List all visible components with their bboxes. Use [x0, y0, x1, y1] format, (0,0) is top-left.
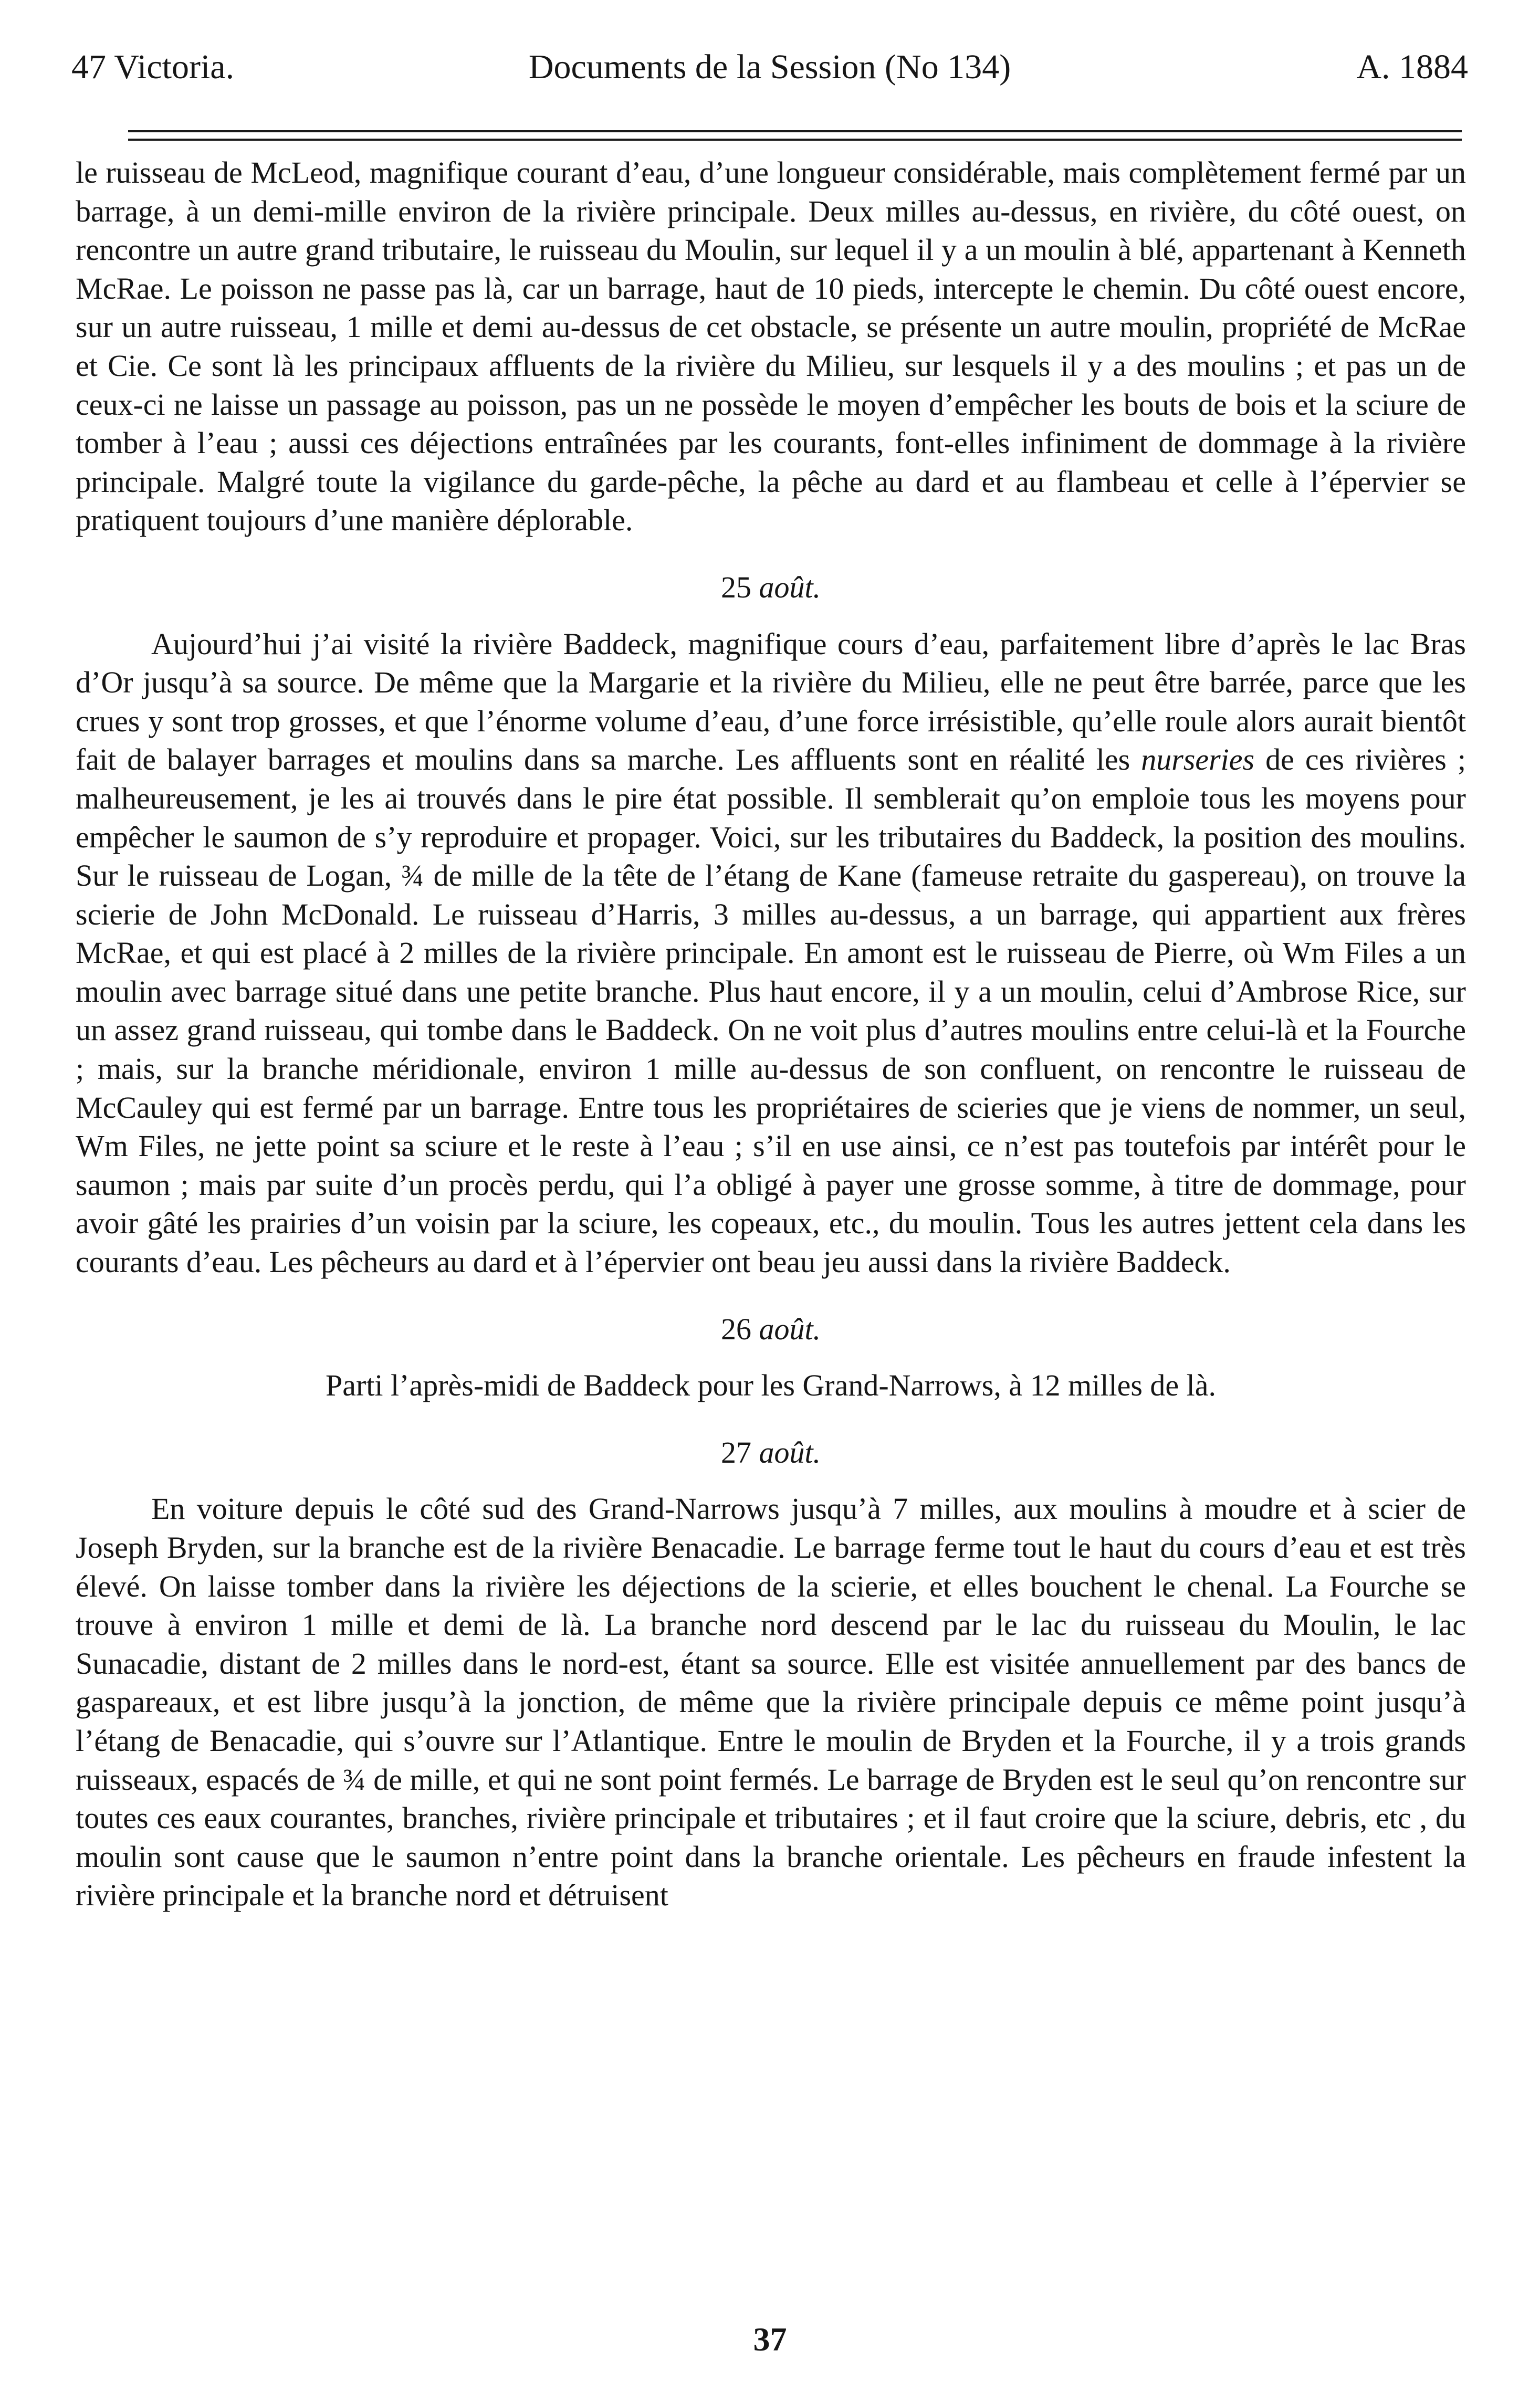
paragraph-baddeck [76, 625, 1466, 1282]
paragraph-mcleod: le ruisseau de McLeod, magnifique courant d’eau, d’une longueur considérable, mais complètement fermé par un barrage, à un demi-mille environ de la rivière principale. Deux milles au-dessus, en rivière, du côté ouest, on rencontre un autre grand tributaire, le ruisseau du Moulin, sur lequel il y a un moulin à blé, appartenant à Kenneth McRae. Le poisson ne passe pas là, car un barrage, haut de 10 pieds, intercepte le chemin. Du côté ouest encore, sur un autre ruisseau, 1 mille et demi au-dessus de cet obstacle, se présente un autre moulin, propriété de McRae et Cie. Ce sont là les principaux affluents de la rivière du Milieu, sur lesquels il y a des moulins ; et pas un de ceux-ci ne laisse un passage au poisson, pas un ne possède le moyen d’empêcher les bouts de bois et la sciure de tomber à l’eau ; aussi ces déjections entraînées par les courants, font-elles infiniment de dommage à la rivière principale. Malgré toute la vigilance du garde-pêche, la pêche au dard et au flambeau et celle à l’épervier se pratiquent toujours d’une manière déplorable. [76, 155, 1466, 538]
page-number: 37 [753, 2321, 787, 2358]
paragraph-benacadie: En voiture depuis le côté sud des Grand-Narrows jusqu’à 7 milles, aux moulins à moudre et à scier de Joseph Bryden, sur la branche est de la rivière Benacadie. Le barrage ferme tout le haut du cours d’eau et est très élevé. On laisse tomber dans la rivière les déjections de la scierie, et elles bouchent le chenal. La Fourche se trouve à environ 1 mille et demi de là. La branche nord descend par le lac du ruisseau du Moulin, le lac Sunacadie, distant de 2 milles dans le nord-est, étant sa source. Elle est visitée annuellement par des bancs de gaspareaux, et est libre jusqu’à la jonction, de même que la rivière principale depuis ce même point jusqu’à l’étang de Benacadie, qui s’ouvre sur l’Atlantique. Entre le moulin de Bryden et la Fourche, il y a trois grands ruisseaux, espacés de ¾ de mille, et qui ne sont point fermés. Le barrage de Bryden est le seul qu’on rencontre sur toutes ces eaux courantes, branches, rivière principale et tributaires ; et il faut croire que la sciure, debris, etc , du moulin sont cause que le saumon n’entre point dans la branche orientale. Les pêcheurs en fraude infestent la rivière principale et la branche nord et détruisent [76, 1492, 1466, 1913]
body-text [76, 153, 1466, 1915]
header-rule-top [128, 130, 1462, 132]
date-heading-27-aout [76, 1433, 1466, 1472]
header-year: A. 1884 [1356, 48, 1468, 86]
date-day: 25 [720, 570, 751, 604]
date-month: août. [759, 570, 821, 604]
date-month: août. [759, 1311, 821, 1346]
date-day: 27 [720, 1435, 751, 1470]
running-header [71, 41, 1468, 93]
header-title: Documents de la Session (No 134) [528, 48, 1011, 86]
paragraph-baddeck-part2: de ces rivières ; malheureusement, je les ai trouvés dans le pire état possible. Il semblerait qu’on emploie tous les moyens pour empêcher le saumon de s’y reproduire et propager. Voici, sur les tributaires du Baddeck, la position des moulins. Sur le ruisseau de Logan, ¾ de mille de la tête de l’étang de Kane (fameuse retraite du gaspereau), on trouve la scierie de John McDonald. Le ruisseau d’Harris, 3 milles au-dessus, a un barrage, qui appartient aux frères McRae, et qui est placé à 2 milles de la rivière principale. En amont est le ruisseau de Pierre, où Wm Files a un moulin avec barrage situé dans une petite branche. Plus haut encore, il y a un moulin, celui d’Ambrose Rice, sur un assez grand ruisseau, qui tombe dans le Baddeck. On ne voit plus d’autres moulins entre celui-là et la Fourche ; mais, sur la branche méridionale, environ 1 mille au-dessus de son confluent, on rencontre le ruisseau de McCauley qui est fermé par un barrage. Entre tous les propriétaires de scieries que je viens de nommer, un seul, Wm Files, ne jette point sa sciure et le reste à l’eau ; s’il en use ainsi, ce n’est pas toutefois par intérêt pour le saumon ; mais par suite d’un procès perdu, qui l’a obligé à payer une grosse somme, à titre de dommage, pour avoir gâté les prairies d’un voisin par la sciure, les copeaux, etc., du moulin. Tous les autres jettent cela dans les courants d’eau. Les pêcheurs au dard et à l’épervier ont beau jeu aussi dans la rivière Baddeck. [76, 742, 1466, 1279]
date-heading-25-aout [76, 568, 1466, 607]
paragraph-grand-narrows: Parti l’après-midi de Baddeck pour les Grand-Narrows, à 12 milles de là. [326, 1368, 1216, 1403]
paragraph-baddeck-part1: Aujourd’hui j’ai visité la rivière Baddeck, magnifique cours d’eau, parfaitement libre d’après le lac Bras d’Or jusqu’à sa source. De même que la Margarie et la rivière du Milieu, elle ne peut être barrée, parce que les crues y sont trop grosses, et que l’énorme volume d’eau, d’une force irrésistible, qu’elle roule alors aurait bientôt fait de balayer barrages et moulins dans sa marche. Les affluents sont en réalité les [76, 626, 1466, 777]
header-rule-bottom [128, 139, 1462, 141]
date-heading-26-aout [76, 1310, 1466, 1349]
date-month: août. [759, 1435, 821, 1470]
header-regnal-year: 47 Victoria. [71, 48, 235, 86]
italic-term-nurseries: nurseries [1141, 742, 1255, 777]
date-day: 26 [720, 1311, 751, 1346]
